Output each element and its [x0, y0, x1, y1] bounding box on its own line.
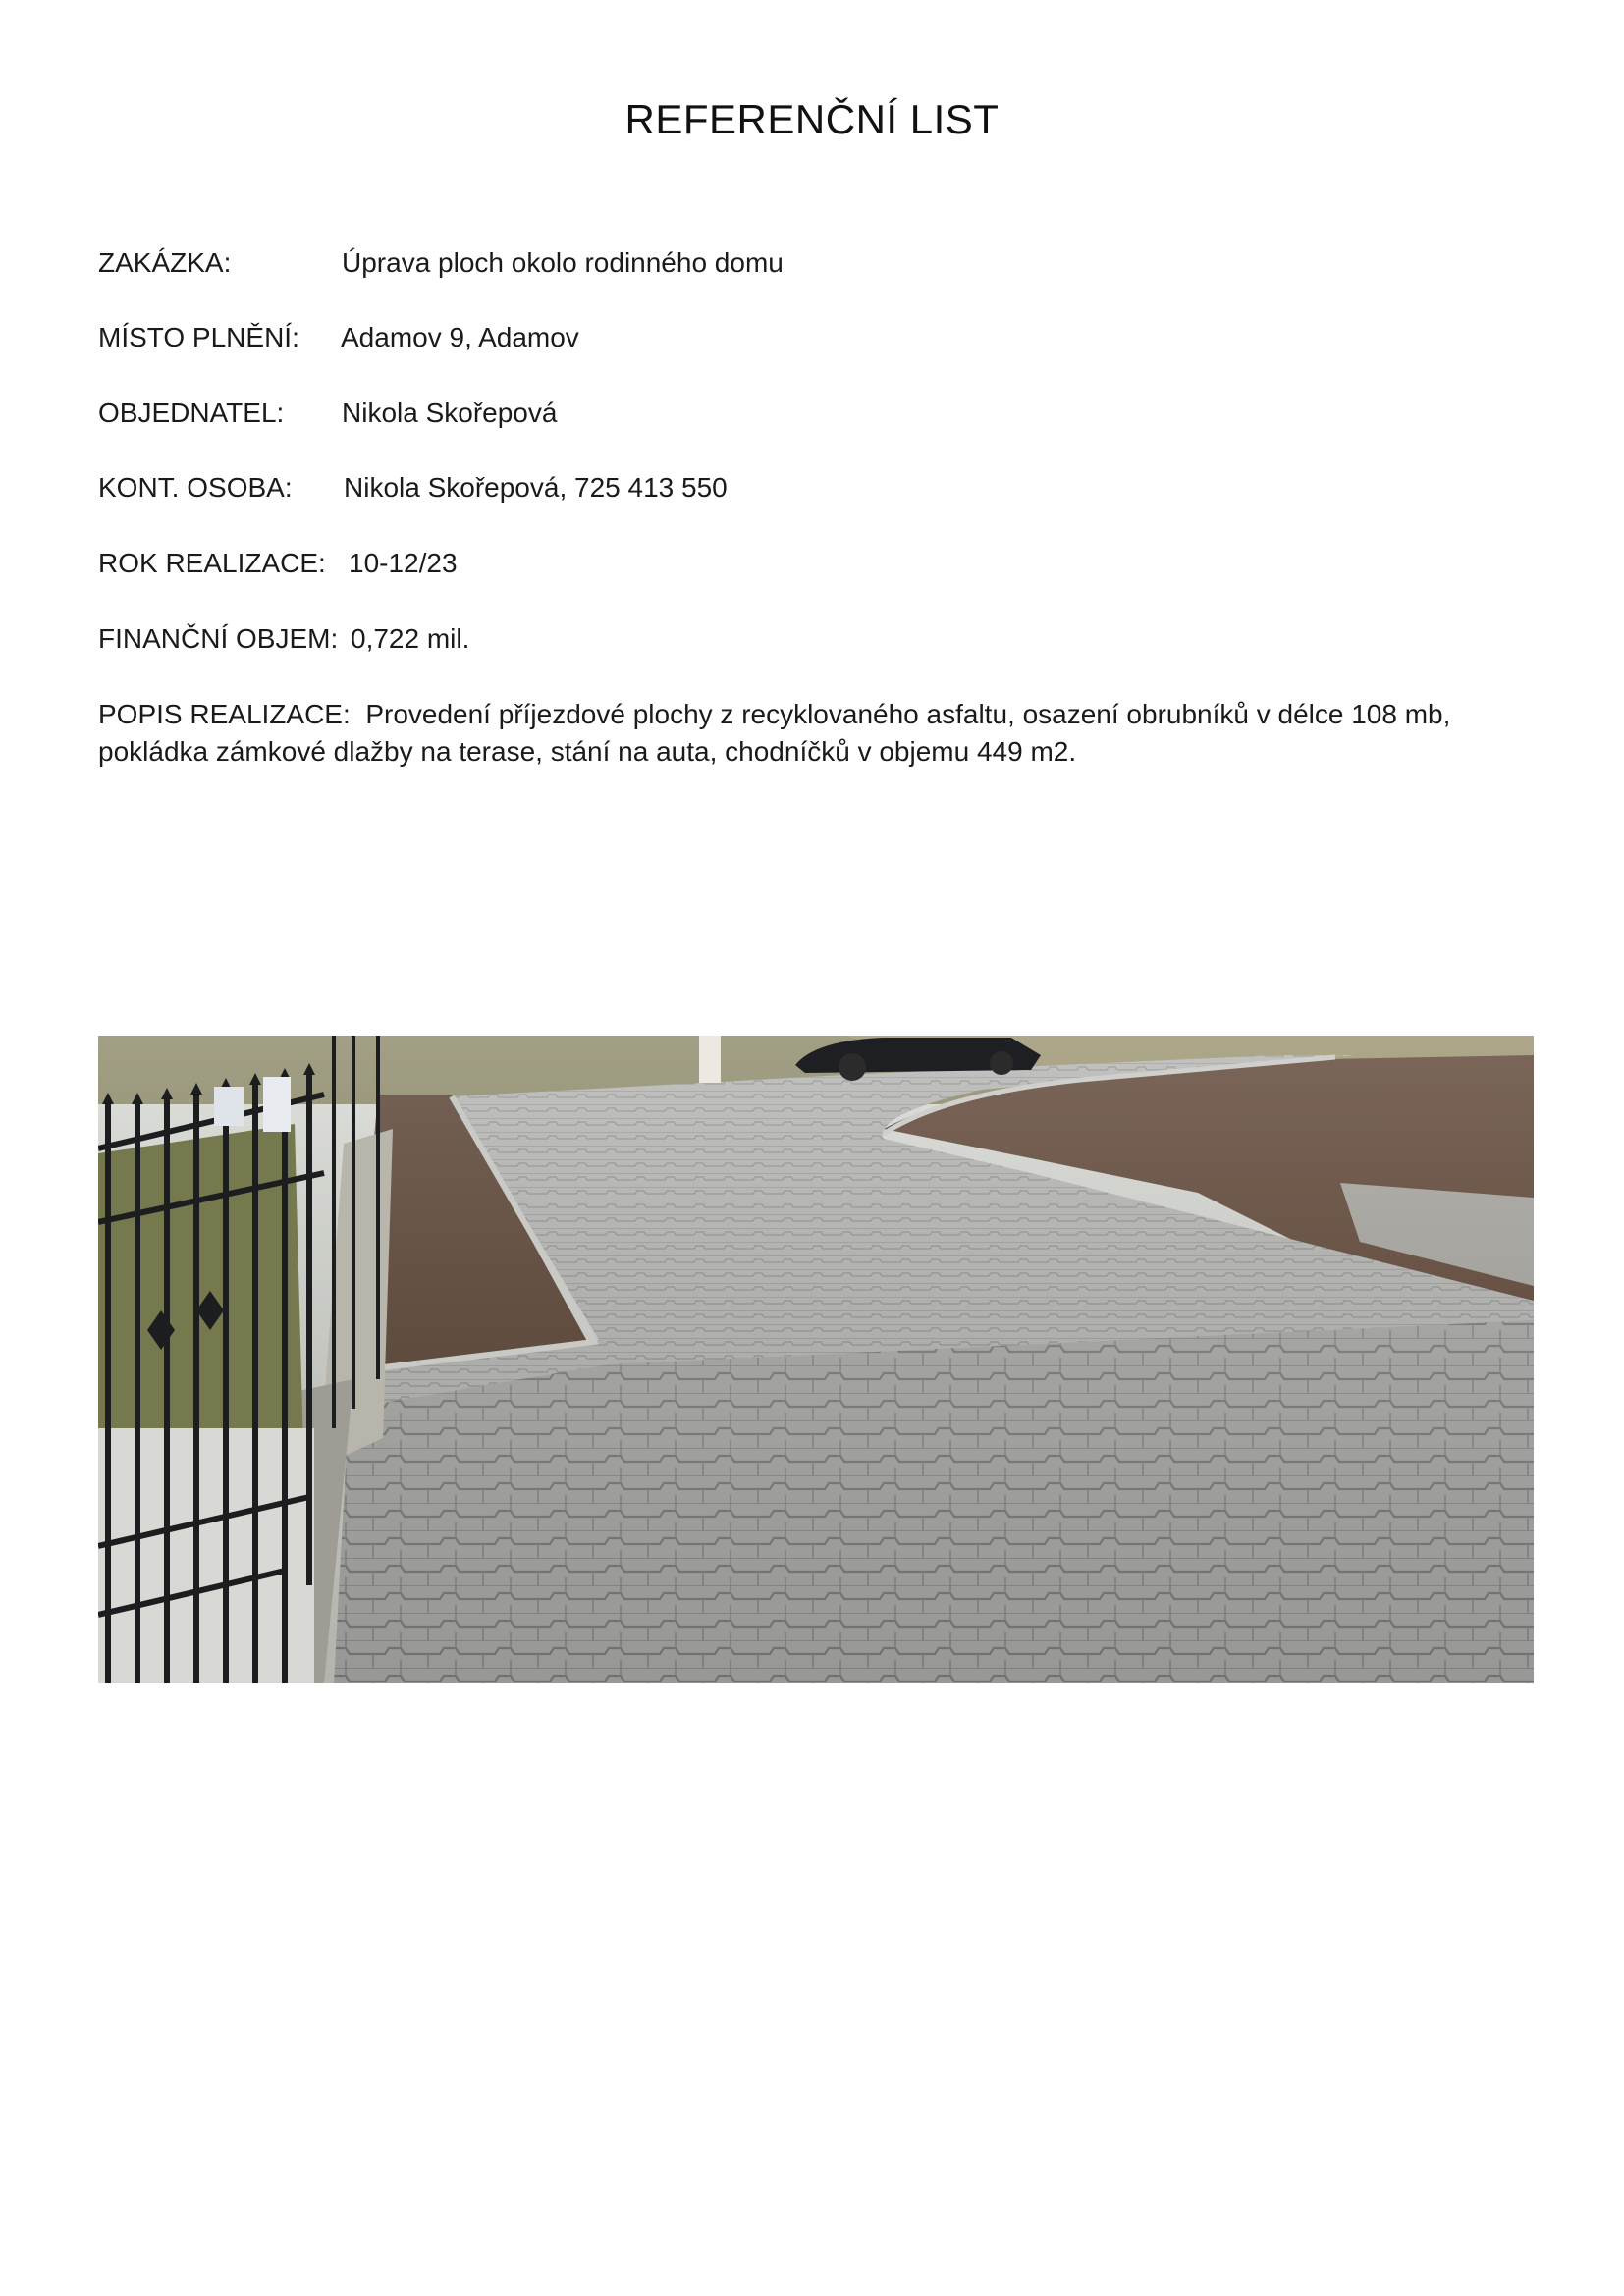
field-label: ZAKÁZKA:: [98, 247, 232, 278]
field-rok-realizace: [98, 546, 458, 581]
field-value: 10-12/23: [349, 548, 458, 578]
field-value: 0,722 mil.: [351, 623, 470, 654]
page-title: REFERENČNÍ LIST: [624, 96, 1000, 142]
field-value: Nikola Skořepová: [342, 398, 558, 428]
field-label: MÍSTO PLNĚNÍ:: [98, 322, 299, 352]
field-zakazka: [98, 245, 784, 281]
field-label: FINANČNÍ OBJEM:: [98, 623, 339, 654]
description-label: POPIS REALIZACE:: [98, 699, 351, 729]
field-label: KONT. OSOBA:: [98, 472, 293, 503]
field-value: Adamov 9, Adamov: [341, 322, 579, 352]
field-label: ROK REALIZACE:: [98, 548, 326, 578]
field-financni-objem: [98, 621, 470, 657]
field-value: Úprava ploch okolo rodinného domu: [342, 247, 784, 278]
field-misto-plneni: [98, 320, 579, 355]
description-block: [98, 696, 1532, 771]
description-text: Provedení příjezdové plochy z recyklovaného asfaltu, osazení obrubníků v délce 108 mb, pokládka zámkové dlažby na terase, stání na auta, chodníčků v objemu 449 m2.: [98, 699, 1451, 767]
paved-driveway-photo: [98, 1036, 1534, 1683]
field-value: Nikola Skořepová, 725 413 550: [344, 472, 728, 503]
field-objednatel: [98, 396, 558, 431]
field-label: OBJEDNATEL:: [98, 398, 285, 428]
field-kont-osoba: [98, 470, 728, 506]
